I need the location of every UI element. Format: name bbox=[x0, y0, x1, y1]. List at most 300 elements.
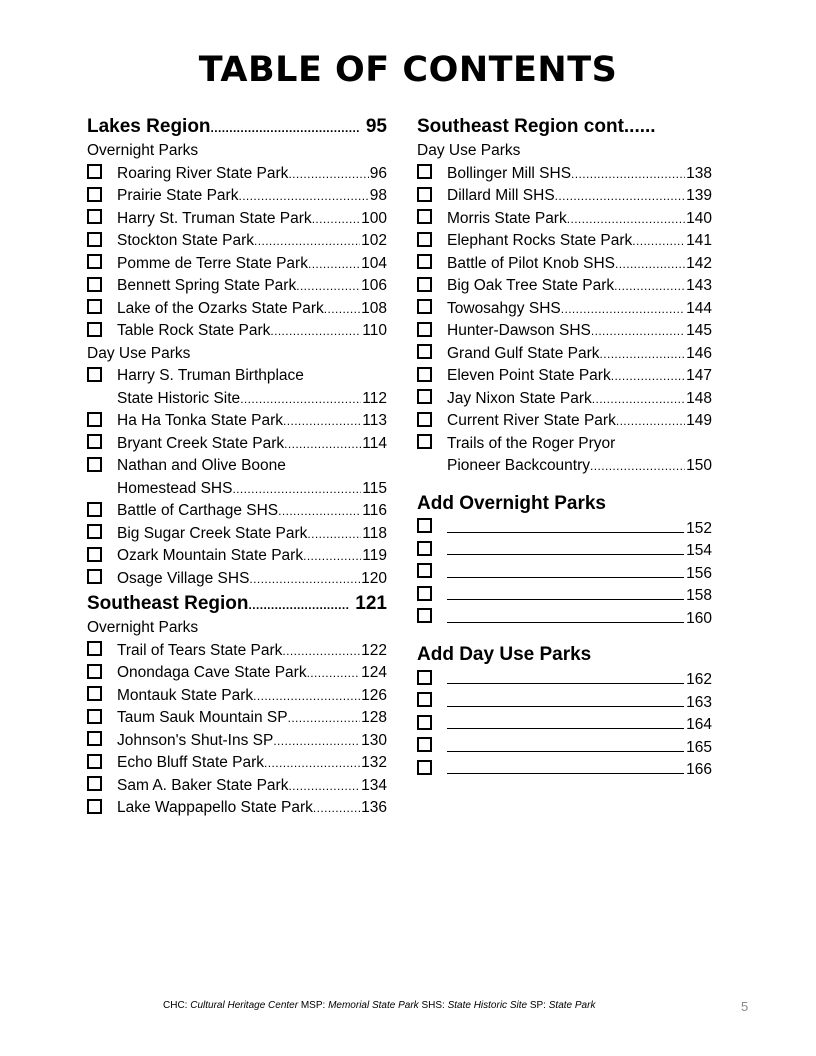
write-in-line[interactable] bbox=[447, 607, 684, 623]
entry-body bbox=[447, 298, 712, 321]
entry-page-number: 136 bbox=[361, 799, 387, 816]
entry-line bbox=[117, 298, 387, 321]
write-in-line[interactable] bbox=[447, 713, 684, 729]
entry-body bbox=[447, 562, 712, 585]
entry-page-number: 141 bbox=[686, 232, 712, 249]
entry-title: Roaring River State Park bbox=[117, 164, 289, 182]
checkbox[interactable] bbox=[87, 730, 117, 753]
checkbox-square-icon bbox=[87, 754, 102, 769]
checkbox[interactable] bbox=[417, 320, 447, 343]
checkbox[interactable] bbox=[87, 545, 117, 568]
entry-body bbox=[447, 668, 712, 691]
toc-entry bbox=[87, 797, 387, 820]
checkbox[interactable] bbox=[87, 455, 117, 500]
entry-line bbox=[447, 298, 712, 321]
checkbox[interactable] bbox=[87, 208, 117, 231]
toc-entry bbox=[417, 410, 712, 433]
checkbox[interactable] bbox=[417, 343, 447, 366]
checkbox[interactable] bbox=[417, 433, 447, 478]
checkbox[interactable] bbox=[417, 185, 447, 208]
entry-line bbox=[447, 410, 712, 433]
write-in-line[interactable] bbox=[447, 517, 684, 533]
entry-body bbox=[447, 275, 712, 298]
entry-title: Battle of Pilot Knob SHS bbox=[447, 254, 616, 272]
entry-title: Battle of Carthage SHS bbox=[117, 502, 279, 519]
checkbox[interactable] bbox=[417, 388, 447, 411]
entry-line bbox=[447, 455, 712, 478]
entry-line bbox=[117, 388, 387, 411]
entry-page-number: 126 bbox=[361, 686, 387, 704]
toc-entry bbox=[417, 320, 712, 343]
blank-entry bbox=[417, 668, 712, 691]
checkbox[interactable] bbox=[87, 163, 117, 186]
checkbox-square-icon bbox=[87, 731, 102, 746]
entry-body bbox=[117, 365, 387, 410]
legend-sp-text: State Park bbox=[548, 1000, 596, 1011]
entry-line bbox=[447, 713, 712, 736]
toc-entry bbox=[87, 640, 387, 663]
checkbox[interactable] bbox=[417, 691, 447, 714]
toc-entry bbox=[87, 545, 387, 568]
entry-line bbox=[117, 455, 387, 478]
entry-page-number: 119 bbox=[362, 547, 387, 564]
toc-entry bbox=[87, 230, 387, 253]
entry-title: Big Oak Tree State Park bbox=[447, 277, 615, 294]
entry-line bbox=[117, 730, 387, 753]
entry-line bbox=[117, 797, 387, 820]
checkbox[interactable] bbox=[87, 410, 117, 433]
legend-shs-text: State Historic Site bbox=[447, 1000, 528, 1011]
entry-title: Towosahgy SHS bbox=[447, 299, 561, 317]
entry-title: Onondaga Cave State Park bbox=[117, 664, 307, 681]
checkbox-square-icon bbox=[417, 389, 432, 404]
entry-body bbox=[447, 691, 712, 714]
entry-page-number: 147 bbox=[686, 367, 712, 384]
toc-entry bbox=[87, 775, 387, 798]
entry-title: Trails of the Roger Pryor bbox=[447, 434, 616, 452]
entry-line bbox=[447, 736, 712, 759]
checkbox-square-icon bbox=[87, 502, 102, 517]
toc-entry bbox=[87, 253, 387, 276]
write-in-line[interactable] bbox=[447, 562, 684, 578]
checkbox-square-icon bbox=[417, 209, 432, 224]
entry-page-number: 146 bbox=[686, 344, 712, 362]
checkbox-square-icon bbox=[87, 232, 102, 247]
entry-page-number: 163 bbox=[686, 693, 712, 711]
entry-page-number: 144 bbox=[686, 299, 712, 317]
blank-entry bbox=[417, 713, 712, 736]
dot-leader bbox=[611, 365, 685, 388]
checkbox[interactable] bbox=[87, 775, 117, 798]
entry-body bbox=[447, 713, 712, 736]
dot-leader bbox=[282, 640, 360, 663]
entry-page-number: 130 bbox=[361, 731, 387, 749]
dot-leader bbox=[288, 163, 368, 186]
entry-body bbox=[447, 208, 712, 231]
checkbox[interactable] bbox=[87, 523, 117, 546]
entry-title: Homestead SHS bbox=[117, 479, 233, 497]
entry-page-number: 112 bbox=[362, 389, 387, 407]
entry-title: Dillard Mill SHS bbox=[447, 187, 555, 204]
checkbox[interactable] bbox=[417, 758, 447, 781]
legend-msp-abbr: MSP: bbox=[300, 1000, 326, 1011]
entry-page-number: 132 bbox=[361, 754, 387, 771]
legend-shs-abbr: SHS: bbox=[421, 1000, 445, 1011]
toc-entry bbox=[417, 433, 712, 478]
entry-title: Ha Ha Tonka State Park bbox=[117, 412, 283, 429]
entry-body bbox=[117, 568, 387, 591]
entry-line bbox=[117, 433, 387, 456]
checkbox[interactable] bbox=[87, 662, 117, 685]
entry-line bbox=[447, 758, 712, 781]
toc-entry bbox=[417, 343, 712, 366]
checkbox-square-icon bbox=[417, 608, 432, 623]
write-in-line[interactable] bbox=[447, 691, 684, 707]
entry-body bbox=[117, 662, 387, 685]
legend-chc-abbr: CHC: bbox=[163, 1000, 188, 1011]
entry-body bbox=[117, 163, 387, 186]
checkbox[interactable] bbox=[417, 517, 447, 540]
toc-entry bbox=[87, 662, 387, 685]
checkbox[interactable] bbox=[87, 685, 117, 708]
entry-body bbox=[117, 410, 387, 433]
entry-line bbox=[447, 253, 712, 276]
dot-leader bbox=[591, 320, 685, 343]
checkbox[interactable] bbox=[417, 584, 447, 607]
checkbox[interactable] bbox=[417, 668, 447, 691]
region-heading bbox=[417, 113, 712, 140]
dot-leader bbox=[288, 707, 361, 730]
entry-line bbox=[447, 163, 712, 186]
subsection-heading: Overnight Parks bbox=[87, 142, 199, 159]
entry-line bbox=[447, 275, 712, 298]
entry-line bbox=[447, 668, 712, 691]
entry-line bbox=[117, 163, 387, 186]
entry-page-number: 108 bbox=[361, 299, 387, 317]
checkbox[interactable] bbox=[87, 185, 117, 208]
checkbox-square-icon bbox=[417, 299, 432, 314]
checkbox-square-icon bbox=[417, 541, 432, 556]
entry-page-number: 142 bbox=[686, 254, 712, 272]
entry-line bbox=[117, 410, 387, 433]
checkbox[interactable] bbox=[87, 640, 117, 663]
entry-page-number: 162 bbox=[686, 671, 712, 688]
dot-leader bbox=[307, 662, 361, 685]
entry-title: Nathan and Olive Boone bbox=[117, 457, 286, 474]
entry-body bbox=[117, 730, 387, 753]
checkbox-square-icon bbox=[87, 164, 102, 179]
checkbox[interactable] bbox=[417, 410, 447, 433]
entry-title: Trail of Tears State Park bbox=[117, 641, 283, 659]
checkbox[interactable] bbox=[417, 163, 447, 186]
entry-line bbox=[117, 500, 387, 523]
checkbox-square-icon bbox=[87, 457, 102, 472]
entry-line bbox=[117, 775, 387, 798]
checkbox-square-icon bbox=[417, 760, 432, 775]
region-title: Southeast Region bbox=[87, 593, 249, 614]
entry-line bbox=[117, 275, 387, 298]
dot-leader bbox=[211, 113, 360, 142]
page-title: TABLE OF CONTENTS bbox=[198, 50, 618, 90]
checkbox[interactable] bbox=[417, 607, 447, 630]
checkbox-square-icon bbox=[87, 547, 102, 562]
entry-title: Taum Sauk Mountain SP bbox=[117, 709, 288, 726]
entry-page-number: 104 bbox=[361, 254, 387, 272]
dot-leader bbox=[555, 185, 685, 208]
dot-leader bbox=[567, 208, 685, 231]
entry-page-number: 128 bbox=[361, 709, 387, 726]
entry-body bbox=[117, 230, 387, 253]
entry-body bbox=[447, 320, 712, 343]
blank-entry bbox=[417, 607, 712, 630]
toc-entry bbox=[87, 752, 387, 775]
toc-entry bbox=[87, 523, 387, 546]
region-title: Add Day Use Parks bbox=[417, 644, 592, 665]
entry-title: Eleven Point State Park bbox=[447, 367, 611, 384]
entry-line bbox=[117, 365, 387, 388]
checkbox[interactable] bbox=[87, 230, 117, 253]
entry-title: Grand Gulf State Park bbox=[447, 344, 600, 362]
checkbox-square-icon bbox=[87, 641, 102, 656]
entry-page-number: 154 bbox=[686, 542, 712, 559]
toc-entry bbox=[87, 275, 387, 298]
checkbox[interactable] bbox=[417, 365, 447, 388]
entry-body bbox=[117, 640, 387, 663]
entry-body bbox=[117, 185, 387, 208]
region-heading bbox=[87, 113, 387, 140]
checkbox-square-icon bbox=[87, 686, 102, 701]
checkbox[interactable] bbox=[417, 253, 447, 276]
entry-page-number: 156 bbox=[686, 564, 712, 582]
entry-page-number: 102 bbox=[361, 232, 387, 249]
dot-leader bbox=[240, 388, 361, 411]
dot-leader bbox=[312, 208, 360, 231]
entry-title: Bryant Creek State Park bbox=[117, 434, 285, 452]
entry-body bbox=[447, 410, 712, 433]
blank-entry bbox=[417, 584, 712, 607]
blank-entry bbox=[417, 517, 712, 540]
checkbox-square-icon bbox=[417, 232, 432, 247]
entry-body bbox=[117, 208, 387, 231]
checkbox[interactable] bbox=[87, 365, 117, 410]
entry-line bbox=[447, 343, 712, 366]
dot-leader bbox=[296, 275, 360, 298]
toc-column-right bbox=[417, 113, 712, 781]
toc-entry bbox=[417, 275, 712, 298]
checkbox[interactable] bbox=[417, 736, 447, 759]
entry-title: Hunter-Dawson SHS bbox=[447, 322, 591, 339]
dot-leader bbox=[270, 320, 361, 343]
region-heading bbox=[417, 641, 712, 668]
entry-page-number: 149 bbox=[686, 412, 712, 429]
toc-entry bbox=[417, 163, 712, 186]
region-page-number: 121 bbox=[355, 593, 387, 614]
entry-body bbox=[447, 185, 712, 208]
section-spacer bbox=[417, 478, 712, 490]
checkbox-square-icon bbox=[87, 664, 102, 679]
dot-leader bbox=[571, 163, 685, 186]
entry-line bbox=[117, 185, 387, 208]
checkbox[interactable] bbox=[417, 539, 447, 562]
dot-leader bbox=[615, 253, 685, 276]
entry-line bbox=[447, 208, 712, 231]
entry-title: Osage Village SHS bbox=[117, 569, 250, 587]
checkbox-square-icon bbox=[87, 277, 102, 292]
entry-page-number: 140 bbox=[686, 209, 712, 227]
entry-page-number: 96 bbox=[369, 164, 387, 182]
page-number: 5 bbox=[741, 999, 749, 1014]
entry-body bbox=[117, 320, 387, 343]
toc-entry bbox=[87, 163, 387, 186]
checkbox[interactable] bbox=[417, 230, 447, 253]
entry-title: Harry S. Truman Birthplace bbox=[117, 367, 304, 384]
dot-leader bbox=[561, 298, 685, 321]
region-title: Add Overnight Parks bbox=[417, 492, 606, 514]
subsection-heading: Day Use Parks bbox=[87, 344, 191, 362]
write-in-line[interactable] bbox=[447, 736, 684, 752]
toc-entry bbox=[87, 568, 387, 591]
subsection-heading: Day Use Parks bbox=[417, 142, 521, 159]
entry-page-number: 143 bbox=[686, 277, 712, 294]
toc-entry bbox=[417, 185, 712, 208]
checkbox-square-icon bbox=[87, 209, 102, 224]
checkbox-square-icon bbox=[87, 254, 102, 269]
entry-title: Sam A. Baker State Park bbox=[117, 776, 289, 794]
entry-body bbox=[117, 455, 387, 500]
entry-page-number: 138 bbox=[686, 164, 712, 182]
checkbox-square-icon bbox=[87, 299, 102, 314]
entry-page-number: 164 bbox=[686, 716, 712, 733]
entry-title: Lake Wappapello State Park bbox=[117, 799, 313, 816]
entry-page-number: 134 bbox=[361, 776, 387, 794]
entry-page-number: 100 bbox=[361, 209, 387, 227]
entry-body bbox=[117, 545, 387, 568]
entry-body bbox=[117, 707, 387, 730]
entry-title: Elephant Rocks State Park bbox=[447, 232, 633, 249]
toc-entry bbox=[417, 298, 712, 321]
blank-entry bbox=[417, 736, 712, 759]
dot-leader bbox=[308, 253, 360, 276]
write-in-line[interactable] bbox=[447, 539, 684, 555]
entry-title: Echo Bluff State Park bbox=[117, 754, 265, 771]
checkbox[interactable] bbox=[87, 500, 117, 523]
checkbox[interactable] bbox=[87, 320, 117, 343]
entry-page-number: 150 bbox=[686, 457, 712, 474]
entry-title: Bennett Spring State Park bbox=[117, 277, 297, 294]
checkbox[interactable] bbox=[417, 208, 447, 231]
checkbox[interactable] bbox=[87, 707, 117, 730]
checkbox[interactable] bbox=[87, 298, 117, 321]
entry-page-number: 145 bbox=[686, 322, 712, 339]
entry-body bbox=[117, 500, 387, 523]
dot-leader bbox=[288, 775, 360, 798]
entry-page-number: 124 bbox=[361, 664, 387, 681]
blank-entry bbox=[417, 691, 712, 714]
entry-line bbox=[117, 230, 387, 253]
toc-entry bbox=[417, 388, 712, 411]
checkbox-square-icon bbox=[87, 799, 102, 814]
entry-page-number: 106 bbox=[361, 277, 387, 294]
checkbox-square-icon bbox=[87, 524, 102, 539]
entry-line bbox=[117, 208, 387, 231]
entry-title: Morris State Park bbox=[447, 209, 567, 227]
toc-entry bbox=[87, 298, 387, 321]
checkbox-square-icon bbox=[87, 322, 102, 337]
entry-title: Harry St. Truman State Park bbox=[117, 209, 312, 227]
checkbox[interactable] bbox=[87, 568, 117, 591]
write-in-line[interactable] bbox=[447, 584, 684, 600]
dot-leader bbox=[600, 343, 686, 366]
write-in-line[interactable] bbox=[447, 668, 684, 684]
dot-leader bbox=[590, 455, 685, 478]
entry-body bbox=[447, 343, 712, 366]
checkbox-square-icon bbox=[417, 344, 432, 359]
entry-line bbox=[447, 365, 712, 388]
toc-entry bbox=[417, 208, 712, 231]
entry-body bbox=[447, 163, 712, 186]
entry-line bbox=[447, 691, 712, 714]
checkbox-square-icon bbox=[417, 367, 432, 382]
dot-leader bbox=[273, 730, 360, 753]
dot-leader bbox=[307, 523, 361, 546]
region-page-number: 95 bbox=[365, 116, 387, 137]
dot-leader bbox=[238, 185, 368, 208]
entry-body bbox=[117, 433, 387, 456]
entry-body bbox=[117, 298, 387, 321]
dot-leader bbox=[592, 388, 685, 411]
entry-line bbox=[447, 584, 712, 607]
write-in-line[interactable] bbox=[447, 758, 684, 774]
checkbox[interactable] bbox=[417, 562, 447, 585]
entry-page-number: 139 bbox=[686, 187, 712, 204]
entry-body bbox=[447, 584, 712, 607]
dot-leader bbox=[253, 685, 360, 708]
dot-leader bbox=[283, 410, 361, 433]
checkbox[interactable] bbox=[87, 752, 117, 775]
entry-body bbox=[447, 230, 712, 253]
toc-column-left bbox=[87, 113, 387, 820]
toc-entry bbox=[417, 230, 712, 253]
dot-leader bbox=[313, 797, 360, 820]
checkbox-square-icon bbox=[417, 737, 432, 752]
checkbox[interactable] bbox=[87, 275, 117, 298]
dot-leader bbox=[284, 433, 361, 456]
entry-page-number: 148 bbox=[686, 389, 712, 407]
toc-entry bbox=[87, 365, 387, 410]
checkbox[interactable] bbox=[87, 797, 117, 820]
blank-entry bbox=[417, 758, 712, 781]
checkbox-square-icon bbox=[87, 412, 102, 427]
checkbox[interactable] bbox=[417, 275, 447, 298]
entry-page-number: 113 bbox=[362, 412, 387, 429]
dot-leader bbox=[303, 545, 361, 568]
toc-entry bbox=[87, 730, 387, 753]
entry-body bbox=[117, 797, 387, 820]
entry-title: State Historic Site bbox=[117, 389, 241, 407]
entry-body bbox=[117, 523, 387, 546]
toc-entry bbox=[87, 208, 387, 231]
checkbox[interactable] bbox=[417, 713, 447, 736]
entry-line bbox=[117, 545, 387, 568]
entry-line bbox=[447, 607, 712, 630]
entry-title: Johnson's Shut-Ins SP bbox=[117, 731, 274, 749]
checkbox-square-icon bbox=[417, 715, 432, 730]
checkbox-square-icon bbox=[417, 412, 432, 427]
entry-body bbox=[447, 517, 712, 540]
checkbox[interactable] bbox=[417, 298, 447, 321]
checkbox[interactable] bbox=[87, 253, 117, 276]
checkbox[interactable] bbox=[87, 433, 117, 456]
